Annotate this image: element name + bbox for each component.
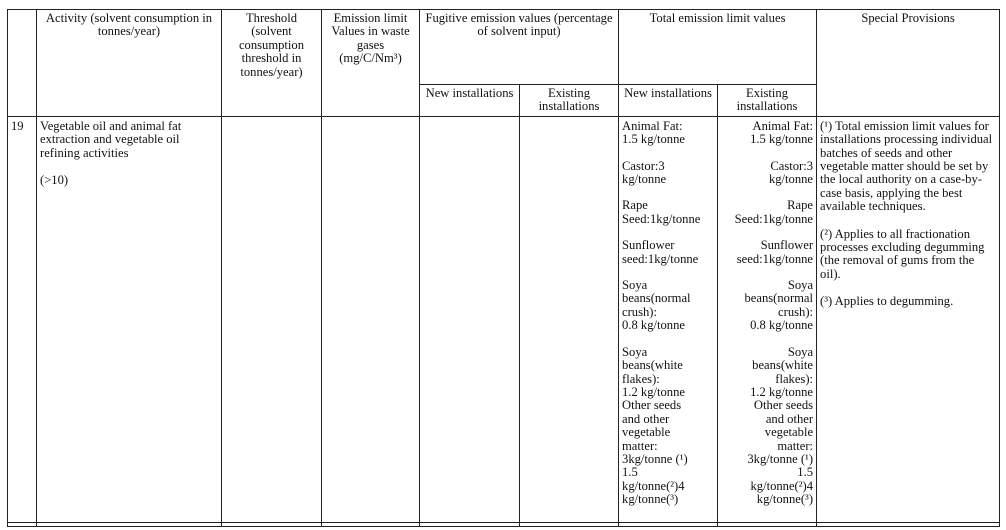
value-line: Sunflower [760, 238, 814, 253]
value-line: Castor:3 [770, 158, 814, 173]
total-new-header: New installations [619, 85, 718, 117]
special-provision-note: (²) Applies to all fractionation processes excluding degumming (the removal of gums from the oil). [820, 226, 985, 281]
value-line: 3kg/tonne (¹) [622, 451, 688, 466]
value-line: 3kg/tonne (¹) [747, 451, 814, 466]
value-line: and other [765, 411, 814, 426]
table-row [8, 116, 1000, 522]
value-line: 1.2 kg/tonne [750, 384, 814, 399]
new-values-list [622, 120, 714, 507]
value-line: Other seeds [622, 398, 682, 413]
value-group [721, 279, 813, 333]
value-group [622, 120, 714, 147]
value-group [721, 160, 813, 187]
activity-threshold: (>10) [40, 173, 69, 188]
value-line: kg/tonne [768, 172, 814, 187]
value-line: seed:1kg/tonne [736, 251, 814, 266]
existing-values-list [721, 120, 813, 507]
activity-cell [37, 116, 222, 522]
value-line: Soya [622, 344, 648, 359]
value-line: 0.8 kg/tonne [622, 318, 685, 333]
total-emission-header: Total emission limit values [619, 10, 817, 85]
value-line: flakes): [622, 371, 660, 386]
emission-limit-header: Emission limit Values in waste gases (mg/C/Nm³) [322, 10, 420, 117]
value-line: 1.5 [622, 465, 638, 480]
value-line: Animal Fat: [752, 118, 814, 133]
value-line: and other [622, 411, 670, 426]
value-group [622, 160, 714, 187]
value-line: 1.5 [797, 465, 814, 480]
value-line: matter: [777, 438, 814, 453]
value-line: matter: [622, 438, 658, 453]
value-group [721, 239, 813, 266]
emission-limit-cell [322, 116, 420, 522]
fugitive-new-cell [420, 116, 520, 522]
value-group [622, 279, 714, 333]
value-group [721, 120, 813, 147]
value-line: Rape [787, 198, 814, 213]
value-line: Soya [622, 278, 648, 293]
value-line: Soya [787, 278, 814, 293]
activity-header: Activity (solvent consumption in tonnes/year) [37, 10, 222, 117]
value-line: beans(normal [744, 291, 814, 306]
fugitive-existing-header: Existing installations [520, 85, 619, 117]
value-line: 1.5 kg/tonne [622, 132, 685, 147]
value-group [622, 346, 714, 507]
row-number: 19 [8, 116, 37, 522]
value-line: seed:1kg/tonne [622, 251, 699, 266]
special-provision-note: (³) Applies to degumming. [820, 294, 954, 309]
value-line: kg/tonne(³) [756, 492, 814, 507]
value-line: Sunflower [622, 238, 675, 253]
number-header [8, 10, 37, 117]
value-line: 0.8 kg/tonne [750, 318, 814, 333]
special-provisions-header: Special Provisions [817, 10, 1000, 117]
value-line: 1.2 kg/tonne [622, 384, 685, 399]
value-line: beans(normal [622, 291, 691, 306]
value-line: 1.5 kg/tonne [750, 132, 814, 147]
value-line: crush): [778, 304, 814, 319]
value-group [622, 239, 714, 266]
total-existing-header: Existing installations [718, 85, 817, 117]
special-provision-note: (¹) Total emission limit values for installations processing individual batches of seeds and other vegetable matter should be set by the local authority on a case-by-case basis, applying the best available techniques. [820, 118, 993, 214]
value-line: Seed:1kg/tonne [622, 211, 701, 226]
value-line: beans(white [752, 358, 814, 373]
value-line: kg/tonne(²)4 [750, 478, 814, 493]
value-line: Seed:1kg/tonne [734, 211, 814, 226]
table-bottom-row [8, 522, 1000, 526]
value-line: crush): [622, 304, 657, 319]
value-line: kg/tonne(³) [622, 492, 679, 507]
value-line: flakes): [775, 371, 814, 386]
value-line: kg/tonne(²)4 [622, 478, 685, 493]
value-line: vegetable [764, 425, 814, 440]
value-line: Other seeds [753, 398, 814, 413]
value-line: beans(white [622, 358, 683, 373]
threshold-cell [222, 116, 322, 522]
value-line: vegetable [622, 425, 671, 440]
value-group [721, 346, 813, 507]
value-line: kg/tonne [622, 172, 667, 187]
fugitive-existing-cell [520, 116, 619, 522]
total-existing-cell [718, 116, 817, 522]
value-line: Soya [787, 344, 814, 359]
value-line: Castor:3 [622, 158, 665, 173]
fugitive-new-header: New installations [420, 85, 520, 117]
value-line: Rape [622, 198, 648, 213]
value-line: Animal Fat: [622, 118, 683, 133]
special-provisions-cell [817, 116, 1000, 522]
activity-text: Vegetable oil and animal fat extraction and vegetable oil refining activities [40, 118, 182, 160]
threshold-header: Threshold (solvent consumption threshold in tonnes/year) [222, 10, 322, 117]
value-group [622, 199, 714, 226]
fugitive-emission-header: Fugitive emission values (percentage of solvent input) [420, 10, 619, 85]
special-provisions-list [820, 120, 996, 309]
header-row [8, 10, 1000, 85]
emission-limits-table [7, 9, 1000, 527]
total-new-cell [619, 116, 718, 522]
value-group [721, 199, 813, 226]
